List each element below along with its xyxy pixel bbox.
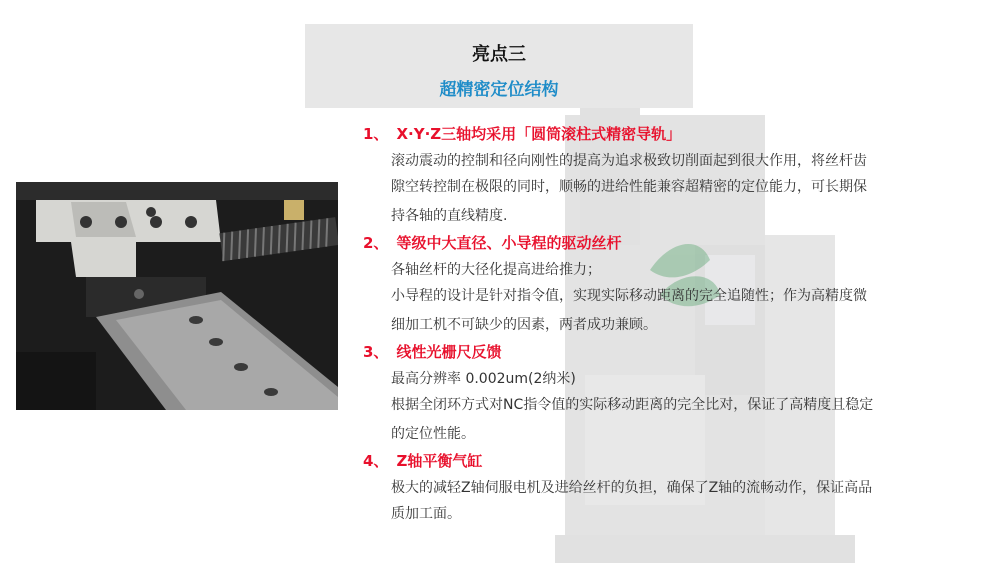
list-item xyxy=(363,449,953,529)
section-header xyxy=(305,24,693,108)
item-text: 持各轴的直线精度. xyxy=(391,208,508,224)
feature-list xyxy=(363,122,953,529)
linear-guide-photo xyxy=(16,182,338,410)
item-text: 隙空转控制在极限的同时，顺畅的进给性能兼容超精密的定位能力，可长期保 xyxy=(391,179,867,195)
item-text: 质加工面。 xyxy=(391,506,461,522)
item-text: 各轴丝杆的大径化提高进给推力； xyxy=(391,262,601,278)
item-heading: 3、 线性光栅尺反馈 xyxy=(363,343,502,361)
item-text: 极大的减轻Z轴伺服电机及进给丝杆的负担，确保了Z轴的流畅动作，保证高品 xyxy=(391,480,873,496)
item-text: 细加工机不可缺少的因素，两者成功兼顾。 xyxy=(391,317,657,333)
list-item xyxy=(363,231,953,340)
item-text: 最高分辨率 0.002um(2纳米) xyxy=(391,371,576,387)
item-text: 滚动震动的控制和径向刚性的提高为追求极致切削面起到很大作用，将丝杆齿 xyxy=(391,153,867,169)
item-heading: 4、 Z轴平衡气缸 xyxy=(363,452,483,470)
list-item xyxy=(363,122,953,231)
item-text: 根据全闭环方式对NC指令值的实际移动距离的完全比对，保证了高精度且稳定 xyxy=(391,397,874,413)
section-title: 亮点三 xyxy=(472,44,526,65)
list-item xyxy=(363,340,953,449)
item-text: 小导程的设计是针对指令值，实现实际移动距离的完全追随性；作为高精度微 xyxy=(391,288,867,304)
section-subtitle: 超精密定位结构 xyxy=(439,80,559,100)
item-text: 的定位性能。 xyxy=(391,426,475,442)
item-heading: 2、 等级中大直径、小导程的驱动丝杆 xyxy=(363,234,622,252)
item-heading: 1、 X·Y·Z三轴均采用「圆筒滚柱式精密导轨」 xyxy=(363,125,682,143)
